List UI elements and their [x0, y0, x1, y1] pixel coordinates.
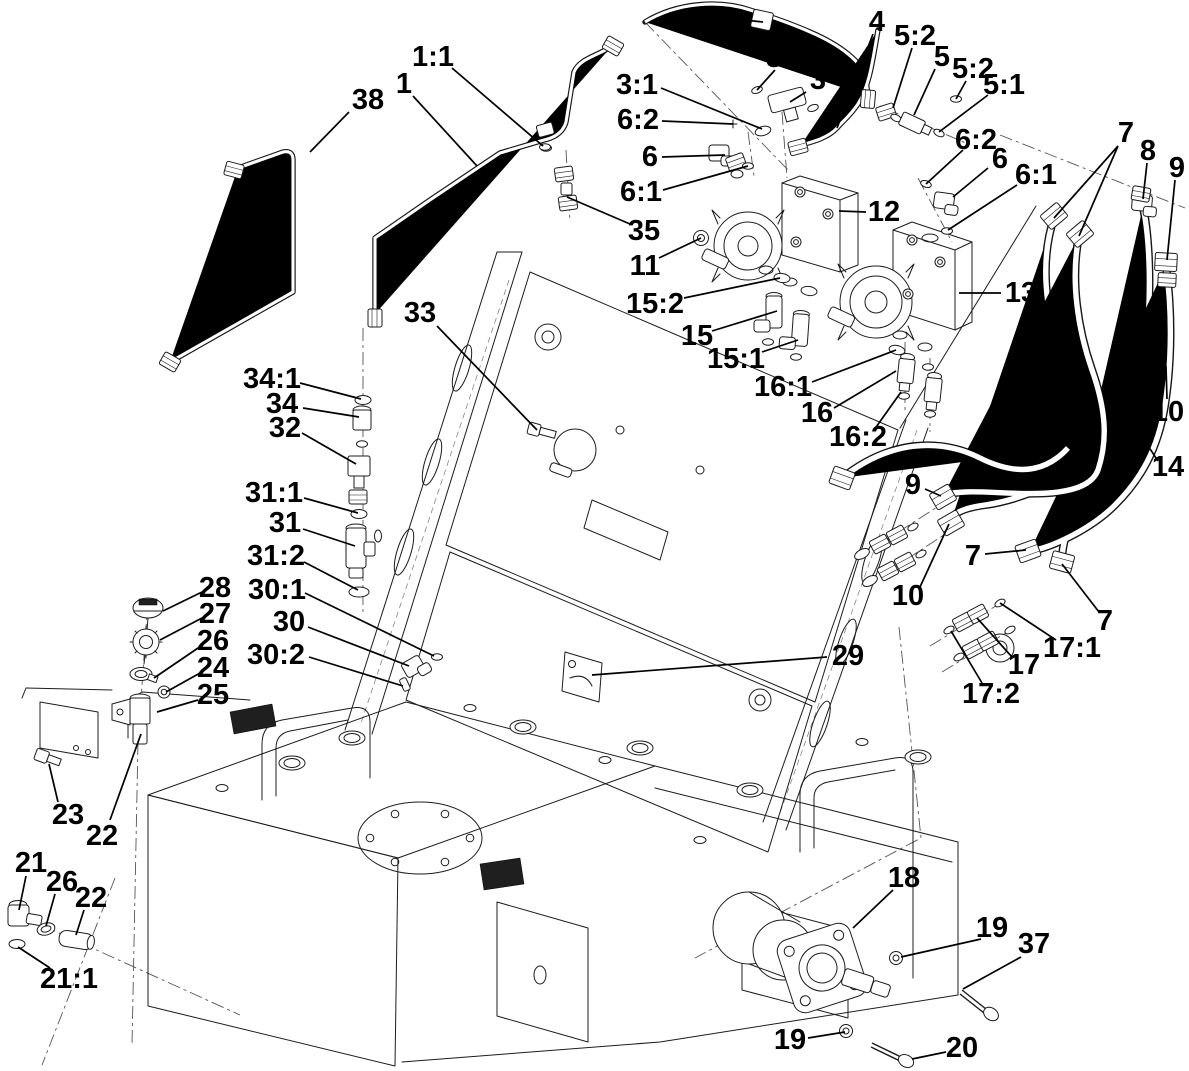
callout-18: 18	[887, 862, 921, 894]
leader-line-38	[310, 112, 349, 152]
callout-5:1: 5:1	[983, 69, 1025, 101]
callout-12: 12	[867, 196, 901, 228]
callout-8: 8	[1139, 135, 1157, 167]
leader-line-1:1	[452, 68, 543, 146]
callout-17:2: 17:2	[961, 678, 1021, 710]
leader-line-29	[592, 657, 827, 675]
callout-layer	[15, 2, 1185, 1064]
leader-line-1	[413, 96, 477, 166]
leader-line-6:2	[662, 121, 733, 124]
callout-25: 25	[196, 679, 230, 711]
callout-5:2: 5:2	[952, 53, 994, 85]
leader-line-34	[303, 408, 359, 417]
tube-38	[170, 152, 293, 362]
callout-10: 10	[1151, 396, 1185, 428]
leader-line-7	[1054, 146, 1118, 218]
hydraulic-hoses	[842, 207, 1170, 560]
callout-6:1: 6:1	[1015, 159, 1057, 191]
callout-2: 2	[719, 2, 737, 34]
callout-38: 38	[351, 84, 385, 116]
callout-15:1: 15:1	[706, 343, 766, 375]
callout-26: 26	[45, 866, 79, 898]
callout-6:2: 6:2	[617, 104, 659, 136]
callout-11: 11	[629, 250, 661, 282]
leader-line-10	[1166, 366, 1167, 399]
leader-line-30:2	[309, 657, 403, 686]
leader-line-23	[49, 764, 58, 802]
callout-31:2: 31:2	[246, 540, 306, 572]
callout-31: 31	[268, 507, 302, 539]
callout-30:1: 30:1	[247, 574, 307, 606]
callout-1: 1	[395, 68, 413, 100]
leader-line-16	[834, 371, 896, 408]
leader-line-28	[163, 592, 202, 611]
leader-line-26	[46, 894, 55, 926]
callout-23: 23	[51, 799, 85, 831]
leader-line-20	[912, 1052, 946, 1059]
leader-line-24	[166, 673, 200, 692]
callout-27: 27	[198, 598, 232, 630]
warning-decal	[480, 858, 524, 890]
callout-5:2: 5:2	[894, 20, 936, 52]
leader-line-34:1	[300, 383, 361, 399]
callout-4: 4	[868, 6, 886, 38]
callout-6: 6	[991, 143, 1009, 175]
callout-7: 7	[964, 540, 982, 572]
callout-17: 17	[1007, 649, 1041, 681]
callout-35: 35	[627, 215, 661, 247]
callout-10: 10	[891, 580, 925, 612]
callout-15:2: 15:2	[625, 288, 685, 320]
callout-34:1: 34:1	[242, 363, 302, 395]
callout-21: 21	[14, 847, 48, 879]
leader-line-12	[839, 211, 866, 212]
leader-line-16:1	[812, 350, 896, 382]
callout-6:2: 6:2	[955, 124, 997, 156]
gear-pump-13	[827, 222, 972, 351]
leader-line-18	[853, 890, 893, 928]
gear-pump-12	[701, 170, 858, 286]
leader-line-30	[308, 627, 409, 666]
callout-19: 19	[773, 1024, 807, 1056]
leader-line-11	[659, 238, 701, 258]
callout-1:1: 1:1	[412, 41, 454, 73]
callout-7: 7	[1117, 117, 1135, 149]
leader-line-30:1	[305, 593, 434, 656]
callout-15: 15	[680, 320, 714, 352]
callout-14: 14	[1151, 451, 1185, 483]
callout-6:1: 6:1	[620, 176, 662, 208]
leader-line-9	[1167, 180, 1175, 260]
leader-line-25	[157, 700, 198, 712]
callout-22: 22	[74, 882, 108, 914]
leader-line-7	[1079, 146, 1118, 236]
callout-9: 9	[904, 469, 922, 501]
leader-line-19	[808, 1032, 845, 1038]
leader-line-37	[963, 957, 1021, 989]
callout-34: 34	[265, 388, 299, 420]
construction-lines	[15, 22, 1185, 1065]
callout-13: 13	[1004, 277, 1038, 309]
leader-line-5:2	[893, 48, 912, 108]
callout-22: 22	[85, 820, 119, 852]
callout-9: 9	[1168, 152, 1186, 184]
leader-line-5	[914, 69, 935, 115]
callout-16:2: 16:2	[828, 421, 888, 453]
leader-line-15:2	[684, 278, 780, 298]
callout-6: 6	[641, 141, 659, 173]
callout-20: 20	[945, 1032, 979, 1064]
callout-7: 7	[1096, 605, 1114, 637]
callout-28: 28	[198, 572, 232, 604]
leader-line-26	[154, 646, 201, 678]
leader-line-33	[437, 326, 537, 430]
callout-19: 19	[975, 912, 1009, 944]
callout-16: 16	[800, 397, 834, 429]
leader-line-27	[160, 618, 202, 640]
warning-decal	[230, 704, 276, 734]
callout-37: 37	[1017, 928, 1051, 960]
callout-26: 26	[196, 625, 230, 657]
callout-5: 5	[933, 41, 951, 73]
callout-3: 3	[809, 64, 827, 96]
callout-21:1: 21:1	[39, 963, 99, 995]
callout-33: 33	[403, 297, 437, 329]
callout-17:1: 17:1	[1042, 632, 1102, 664]
leader-line-6	[953, 168, 988, 197]
callout-29: 29	[831, 640, 865, 672]
callout-30:2: 30:2	[246, 639, 306, 671]
callout-31:1: 31:1	[244, 477, 304, 509]
leader-line-32	[302, 433, 356, 464]
callout-16:1: 16:1	[753, 371, 813, 403]
leader-line-7	[1062, 564, 1099, 612]
callout-3:1: 3:1	[616, 69, 658, 101]
callout-3:2: 3:2	[766, 42, 808, 74]
callout-32: 32	[268, 412, 302, 444]
callout-30: 30	[272, 606, 306, 638]
callout-24: 24	[196, 652, 230, 684]
